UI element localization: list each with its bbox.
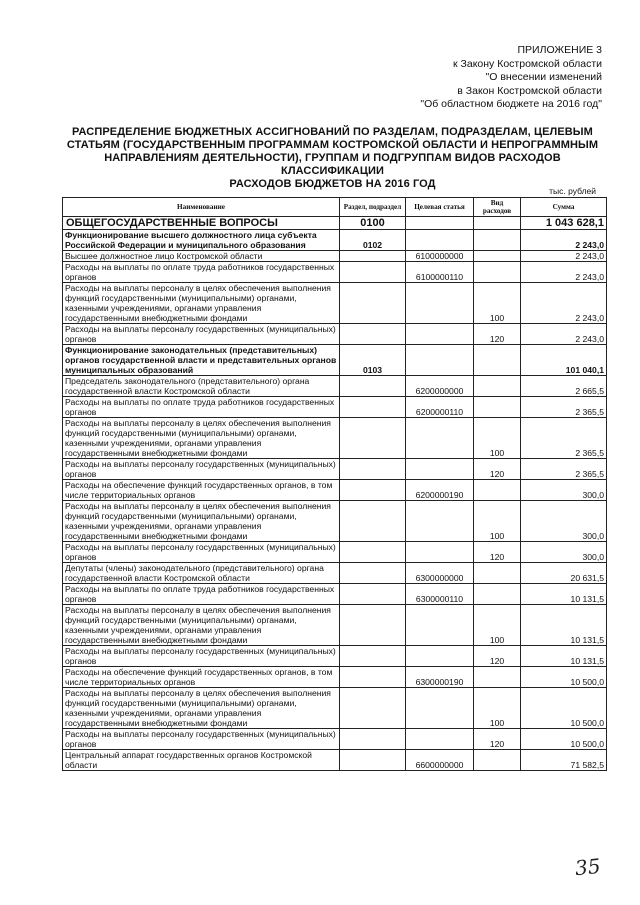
appendix-header-line: "Об областном бюджете на 2016 год" [420, 98, 602, 110]
row-section-cell [340, 563, 406, 584]
row-target-cell [406, 324, 474, 345]
row-section-cell [340, 376, 406, 397]
row-sum-cell: 2 665,5 [521, 376, 607, 397]
row-target-cell: 6100000000 [406, 251, 474, 262]
row-name-cell: Расходы на выплаты по оплате труда работников государственных органов [63, 397, 340, 418]
row-kind-cell: 100 [474, 418, 521, 459]
row-section-cell [340, 480, 406, 501]
table-row [63, 563, 607, 584]
table-row [63, 418, 607, 459]
row-kind-cell [474, 345, 521, 376]
row-sum-cell: 10 131,5 [521, 646, 607, 667]
row-target-cell: 6600000000 [406, 750, 474, 771]
row-sum-cell: 10 131,5 [521, 584, 607, 605]
row-section-cell [340, 605, 406, 646]
row-sum-cell: 300,0 [521, 542, 607, 563]
row-kind-cell: 100 [474, 605, 521, 646]
row-kind-cell [474, 376, 521, 397]
document-title-line: РАСХОДОВ БЮДЖЕТОВ НА 2016 ГОД [229, 178, 436, 190]
row-sum-cell: 300,0 [521, 501, 607, 542]
document-title-line: СТАТЬЯМ (ГОСУДАРСТВЕННЫМ ПРОГРАММАМ КОСТРОМСКОЙ ОБЛАСТИ И НЕПРОГРАММНЫМ [66, 139, 599, 151]
row-target-cell [406, 729, 474, 750]
column-header-section: Раздел, подраздел [340, 198, 406, 217]
row-name-cell: Центральный аппарат государственных органов Костромской области [63, 750, 340, 771]
row-target-cell [406, 605, 474, 646]
row-kind-cell [474, 251, 521, 262]
row-kind-cell: 120 [474, 324, 521, 345]
budget-table [62, 197, 607, 771]
row-sum-cell: 71 582,5 [521, 750, 607, 771]
row-sum-cell: 2 243,0 [521, 230, 607, 251]
row-section-cell [340, 750, 406, 771]
row-sum-cell: 2 365,5 [521, 397, 607, 418]
row-name-cell: Расходы на выплаты по оплате труда работников государственных органов [63, 584, 340, 605]
table-row [63, 262, 607, 283]
row-section-cell [340, 729, 406, 750]
row-section-cell: 0100 [340, 217, 406, 230]
row-section-cell [340, 324, 406, 345]
row-sum-cell: 2 365,5 [521, 459, 607, 480]
row-target-cell [406, 542, 474, 563]
row-kind-cell [474, 217, 521, 230]
column-header-target: Целевая статья [406, 198, 474, 217]
row-section-cell [340, 418, 406, 459]
table-row [63, 376, 607, 397]
row-section-cell [340, 501, 406, 542]
row-sum-cell: 2 243,0 [521, 262, 607, 283]
table-row [63, 729, 607, 750]
row-name-cell: Расходы на выплаты по оплате труда работников государственных органов [63, 262, 340, 283]
row-target-cell [406, 230, 474, 251]
row-kind-cell [474, 750, 521, 771]
row-target-cell: 6200000110 [406, 397, 474, 418]
table-row [63, 397, 607, 418]
row-sum-cell: 10 500,0 [521, 667, 607, 688]
row-name-cell: Расходы на обеспечение функций государственных органов, в том числе территориальных органов [63, 667, 340, 688]
row-name-cell: Расходы на обеспечение функций государственных органов, в том числе территориальных органов [63, 480, 340, 501]
row-sum-cell: 101 040,1 [521, 345, 607, 376]
row-name-cell: Функционирование законодательных (представительных) органов государственной власти и представительных органов муниципальных образований [63, 345, 340, 376]
row-section-cell [340, 397, 406, 418]
row-target-cell [406, 283, 474, 324]
document-title-line: НАПРАВЛЕНИЯМ ДЕЯТЕЛЬНОСТИ), ГРУППАМ И ПОДГРУППАМ ВИДОВ РАСХОДОВ КЛАССИФИКАЦИИ [104, 152, 561, 177]
row-name-cell: ОБЩЕГОСУДАРСТВЕННЫЕ ВОПРОСЫ [63, 217, 340, 230]
table-row [63, 480, 607, 501]
column-header-name: Наименование [63, 198, 340, 217]
row-name-cell: Функционирование высшего должностного лица субъекта Российской Федерации и муниципального образования [63, 230, 340, 251]
table-row [63, 542, 607, 563]
row-kind-cell: 120 [474, 729, 521, 750]
row-name-cell: Расходы на выплаты персоналу в целях обеспечения выполнения функций государственными (муниципальными) органами, казенными учреждениями, органами управления государственными внебюджетными фондами [63, 688, 340, 729]
row-name-cell: Расходы на выплаты персоналу в целях обеспечения выполнения функций государственными (муниципальными) органами, казенными учреждениями, органами управления государственными внебюджетными фондами [63, 605, 340, 646]
row-name-cell: Расходы на выплаты персоналу в целях обеспечения выполнения функций государственными (муниципальными) органами, казенными учреждениями, органами управления государственными внебюджетными фондами [63, 501, 340, 542]
row-section-cell [340, 251, 406, 262]
row-target-cell: 6200000190 [406, 480, 474, 501]
row-target-cell: 6100000110 [406, 262, 474, 283]
row-section-cell [340, 283, 406, 324]
row-name-cell: Высшее должностное лицо Костромской области [63, 251, 340, 262]
table-header-row [63, 198, 607, 217]
row-target-cell [406, 217, 474, 230]
document-title [60, 126, 605, 191]
table-row [63, 605, 607, 646]
row-kind-cell [474, 230, 521, 251]
row-kind-cell: 100 [474, 501, 521, 542]
row-sum-cell: 2 243,0 [521, 283, 607, 324]
row-section-cell [340, 262, 406, 283]
row-section-cell [340, 646, 406, 667]
row-section-cell: 0102 [340, 230, 406, 251]
row-name-cell: Расходы на выплаты персоналу государственных (муниципальных) органов [63, 646, 340, 667]
row-sum-cell: 2 243,0 [521, 251, 607, 262]
table-row [63, 584, 607, 605]
table-row [63, 345, 607, 376]
row-target-cell [406, 688, 474, 729]
row-section-cell [340, 542, 406, 563]
row-sum-cell: 10 500,0 [521, 729, 607, 750]
units-label: тыс. рублей [549, 186, 596, 196]
row-sum-cell: 10 131,5 [521, 605, 607, 646]
table-row [63, 283, 607, 324]
row-name-cell: Депутаты (члены) законодательного (представительного) органа государственной власти Костромской области [63, 563, 340, 584]
row-kind-cell: 120 [474, 459, 521, 480]
table-row [63, 324, 607, 345]
table-row [63, 750, 607, 771]
appendix-header [420, 44, 602, 112]
row-sum-cell: 300,0 [521, 480, 607, 501]
row-section-cell [340, 459, 406, 480]
row-section-cell [340, 584, 406, 605]
table-row [63, 217, 607, 230]
row-name-cell: Расходы на выплаты персоналу в целях обеспечения выполнения функций государственными (муниципальными) органами, казенными учреждениями, органами управления государственными внебюджетными фондами [63, 418, 340, 459]
row-kind-cell [474, 480, 521, 501]
appendix-header-line: "О внесении изменений [485, 71, 602, 83]
appendix-header-line: в Закон Костромской области [457, 84, 602, 97]
row-kind-cell [474, 667, 521, 688]
row-sum-cell: 10 500,0 [521, 688, 607, 729]
row-name-cell: Расходы на выплаты персоналу государственных (муниципальных) органов [63, 729, 340, 750]
row-sum-cell: 2 243,0 [521, 324, 607, 345]
row-kind-cell [474, 584, 521, 605]
row-target-cell: 6200000000 [406, 376, 474, 397]
row-name-cell: Расходы на выплаты персоналу в целях обеспечения выполнения функций государственными (муниципальными) органами, казенными учреждениями, органами управления государственными внебюджетными фондами [63, 283, 340, 324]
row-kind-cell [474, 397, 521, 418]
column-header-kind: Вид расходов [474, 198, 521, 217]
table-row [63, 230, 607, 251]
page-number: 35 [573, 853, 602, 881]
row-section-cell [340, 667, 406, 688]
row-sum-cell: 2 365,5 [521, 418, 607, 459]
table-row [63, 251, 607, 262]
table-row [63, 667, 607, 688]
appendix-header-line: ПРИЛОЖЕНИЕ 3 [517, 44, 602, 56]
row-kind-cell: 120 [474, 542, 521, 563]
row-kind-cell: 100 [474, 283, 521, 324]
table-row [63, 646, 607, 667]
table-row [63, 688, 607, 729]
row-target-cell [406, 345, 474, 376]
row-target-cell: 6300000110 [406, 584, 474, 605]
row-section-cell [340, 688, 406, 729]
row-target-cell [406, 418, 474, 459]
row-target-cell: 6300000190 [406, 667, 474, 688]
row-name-cell: Председатель законодательного (представительного) органа государственной власти Костромской области [63, 376, 340, 397]
row-name-cell: Расходы на выплаты персоналу государственных (муниципальных) органов [63, 324, 340, 345]
row-target-cell [406, 459, 474, 480]
table-row [63, 459, 607, 480]
row-target-cell [406, 646, 474, 667]
row-sum-cell: 1 043 628,1 [521, 217, 607, 230]
table-row [63, 501, 607, 542]
row-name-cell: Расходы на выплаты персоналу государственных (муниципальных) органов [63, 459, 340, 480]
appendix-header-line: к Закону Костромской области [453, 57, 602, 70]
budget-table-body [63, 217, 607, 771]
row-kind-cell: 100 [474, 688, 521, 729]
row-kind-cell [474, 563, 521, 584]
row-target-cell: 6300000000 [406, 563, 474, 584]
column-header-sum: Сумма [521, 198, 607, 217]
row-kind-cell: 120 [474, 646, 521, 667]
row-name-cell: Расходы на выплаты персоналу государственных (муниципальных) органов [63, 542, 340, 563]
document-title-line: РАСПРЕДЕЛЕНИЕ БЮДЖЕТНЫХ АССИГНОВАНИЙ ПО РАЗДЕЛАМ, ПОДРАЗДЕЛАМ, ЦЕЛЕВЫМ [72, 126, 593, 138]
row-sum-cell: 20 631,5 [521, 563, 607, 584]
row-section-cell: 0103 [340, 345, 406, 376]
row-target-cell [406, 501, 474, 542]
row-kind-cell [474, 262, 521, 283]
